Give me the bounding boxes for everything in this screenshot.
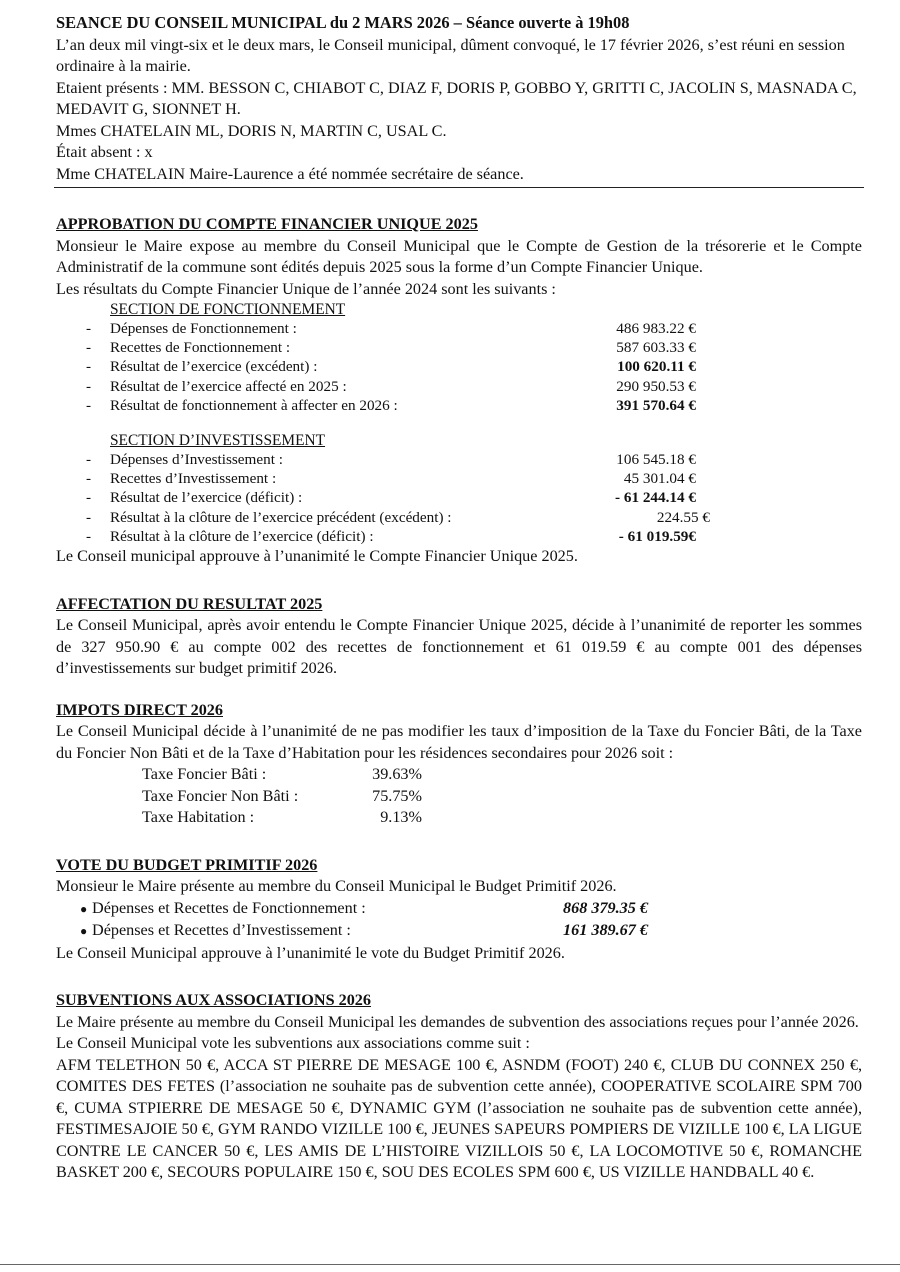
fin-row: - Recettes de Fonctionnement : 587 603.33 € — [86, 339, 696, 357]
present-members-men: Etaient présents : MM. BESSON C, CHIABOT C, DIAZ F, DORIS P, GOBBO Y, GRITTI C, JACOLIN S, MASNADA C, MEDAVIT G, SIONNET H. — [56, 78, 857, 118]
fin-row: - Dépenses de Fonctionnement : 486 983.22 € — [86, 320, 696, 337]
tax-row — [142, 786, 862, 808]
present-members-women: Mmes CHATELAIN ML, DORIS N, MARTIN C, USAL C. — [56, 121, 447, 140]
fin-row: - Dépenses d’Investissement : 106 545.18 € — [86, 451, 696, 469]
session-intro: L’an deux mil vingt-six et le deux mars, le Conseil municipal, dûment convoqué, le 17 février 2026, s’est réuni en session ordinaire à la mairie. — [56, 35, 845, 75]
fin-value: - 61 019.59€ — [618, 527, 696, 545]
investissement-heading: SECTION D’INVESTISSEMENT — [110, 432, 326, 450]
bottom-divider — [0, 1264, 900, 1265]
fin-label: Résultat à la clôture de l’exercice (déficit) : — [110, 527, 374, 545]
budget-line — [80, 898, 862, 921]
fin-label: Résultat de l’exercice (excédent) : — [110, 358, 318, 376]
fin-row: - Résultat à la clôture de l’exercice (déficit) : - 61 019.59€ — [86, 527, 696, 545]
fonctionnement-heading: SECTION DE FONCTIONNEMENT — [110, 301, 346, 318]
fin-row: - Recettes d’Investissement : 45 301.04 € — [86, 470, 696, 488]
session-title: SEANCE DU CONSEIL MUNICIPAL du 2 MARS 2026 – Séance ouverte à 19h08 — [56, 13, 630, 32]
document-page — [56, 12, 862, 1184]
approbation-intro: Monsieur le Maire expose au membre du Conseil Municipal que le Compte de Gestion de la trésorerie et le Compte Administratif de la commune sont édités depuis 2025 sous la forme d’un Compte Financier Unique. — [56, 236, 862, 276]
fin-label: Recettes d’Investissement : — [110, 470, 277, 488]
budget-label: Dépenses et Recettes d’Investissement : — [92, 921, 351, 940]
tax-value: 39.63% — [372, 765, 422, 784]
fin-value: 391 570.64 € — [616, 396, 696, 414]
tax-row — [142, 807, 862, 829]
fin-label: Résultat de fonctionnement à affecter en 2026 : — [110, 396, 398, 414]
tax-row — [142, 764, 862, 786]
approbation-results-intro: Les résultats du Compte Financier Unique de l’année 2024 sont les suivants : — [56, 279, 556, 298]
bullet-icon: ● — [80, 901, 88, 916]
fin-row: - Résultat de l’exercice (déficit) : - 61 244.14 € — [86, 489, 696, 507]
fin-row: - Résultat de fonctionnement à affecter en 2026 : 391 570.64 € — [86, 396, 696, 414]
budget-lines — [56, 898, 862, 943]
budget-line — [80, 920, 862, 943]
tax-value: 75.75% — [372, 786, 422, 805]
bullet-icon: ● — [80, 924, 88, 939]
tax-label: Taxe Foncier Bâti : — [142, 765, 267, 784]
fin-value: 224.55 € — [656, 508, 710, 526]
budget-value: 161 389.67 € — [563, 921, 648, 940]
approbation-conclusion: Le Conseil municipal approuve à l’unanimité le Compte Financier Unique 2025. — [56, 547, 578, 566]
fin-label: Dépenses d’Investissement : — [110, 451, 283, 469]
tax-value: 9.13% — [380, 808, 422, 827]
fin-value: - 61 244.14 € — [615, 489, 696, 507]
fin-value: 486 983.22 € — [616, 320, 696, 337]
budget-title: VOTE DU BUDGET PRIMITIF 2026 — [56, 855, 318, 874]
fin-label: Résultat de l’exercice (déficit) : — [110, 489, 303, 507]
approbation-title: APPROBATION DU COMPTE FINANCIER UNIQUE 2025 — [56, 215, 478, 233]
budget-value: 868 379.35 € — [563, 898, 648, 917]
subventions-title: SUBVENTIONS AUX ASSOCIATIONS 2026 — [56, 991, 371, 1010]
tax-label: Taxe Habitation : — [142, 808, 255, 827]
tax-label: Taxe Foncier Non Bâti : — [142, 786, 299, 805]
impots-text: Le Conseil Municipal décide à l’unanimité de ne pas modifier les taux d’imposition de la Taxe du Foncier Bâti, de la Taxe du Foncier Non Bâti et de la Taxe d’Habitation pour les résidences secondaires pour 2026 soit : — [56, 722, 862, 762]
subventions-intro: Le Maire présente au membre du Conseil Municipal les demandes de subvention des associations reçues pour l’année 2026. — [56, 1012, 859, 1031]
fin-row: - Résultat à la clôture de l’exercice précédent (excédent) : 224.55 € — [86, 508, 710, 526]
fin-value: 290 950.53 € — [616, 377, 696, 395]
budget-intro: Monsieur le Maire présente au membre du Conseil Municipal le Budget Primitif 2026. — [56, 877, 617, 896]
fin-label: Recettes de Fonctionnement : — [110, 339, 291, 357]
investissement-table — [56, 450, 862, 546]
secretary-line: Mme CHATELAIN Maire-Laurence a été nommée secrétaire de séance. — [56, 164, 524, 183]
fin-value: 106 545.18 € — [616, 451, 696, 469]
fin-row: - Résultat de l’exercice (excédent) : 100 620.11 € — [86, 358, 696, 376]
subventions-list: AFM TELETHON 50 €, ACCA ST PIERRE DE MESAGE 100 €, ASNDM (FOOT) 240 €, CLUB DU CONNEX 250 €, COMITES DES FETES (l’association ne souhaite pas de subvention cette année), COOPERATIVE SCOLAIRE SPM 700 €, CUMA STPIERRE DE MESAGE 50 €, DYNAMIC GYM (l’association ne souhaite pas de subvention cette année), FESTIMESAJOIE 50 €, GYM RANDO VIZILLE 100 €, JEUNES SAPEURS POMPIERS DE VIZILLE 100 €, LA LIGUE CONTRE LE CANCER 50 €, LES AMIS DE L’HISTOIRE VIZILLOIS 50 €, LA LOCOMOTIVE 50 €, ROMANCHE BASKET 200 €, SECOURS POPULAIRE 150 €, SOU DES ECOLES SPM 600 €, US VIZILLE HANDBALL 40 €. — [56, 1055, 862, 1182]
fin-label: Résultat de l’exercice affecté en 2025 : — [110, 377, 347, 395]
absent-members: Était absent : x — [56, 143, 153, 161]
fin-value: 100 620.11 € — [617, 358, 696, 376]
fin-label: Dépenses de Fonctionnement : — [110, 320, 297, 337]
affectation-text: Le Conseil Municipal, après avoir entendu le Compte Financier Unique 2025, décide à l’unanimité de reporter les sommes de 327 950.90 € au compte 002 des recettes de fonctionnement et 61 019.59 € au compte 001 des dépenses d’investissements sur budget primitif 2026. — [56, 616, 862, 678]
affectation-title: AFFECTATION DU RESULTAT 2025 — [56, 594, 323, 613]
budget-label: Dépenses et Recettes de Fonctionnement : — [92, 898, 366, 917]
budget-conclusion: Le Conseil Municipal approuve à l’unanimité le vote du Budget Primitif 2026. — [56, 943, 565, 962]
fonctionnement-table — [56, 319, 862, 415]
fin-row: - Résultat de l’exercice affecté en 2025 : 290 950.53 € — [86, 377, 696, 395]
fin-label: Résultat à la clôture de l’exercice précédent (excédent) : — [110, 508, 452, 526]
impots-title: IMPOTS DIRECT 2026 — [56, 700, 223, 719]
header-divider — [54, 187, 864, 188]
subventions-vote-intro: Le Conseil Municipal vote les subventions aux associations comme suit : — [56, 1034, 530, 1053]
fin-value: 45 301.04 € — [623, 470, 696, 488]
tax-table — [56, 764, 862, 829]
fin-value: 587 603.33 € — [616, 339, 696, 357]
